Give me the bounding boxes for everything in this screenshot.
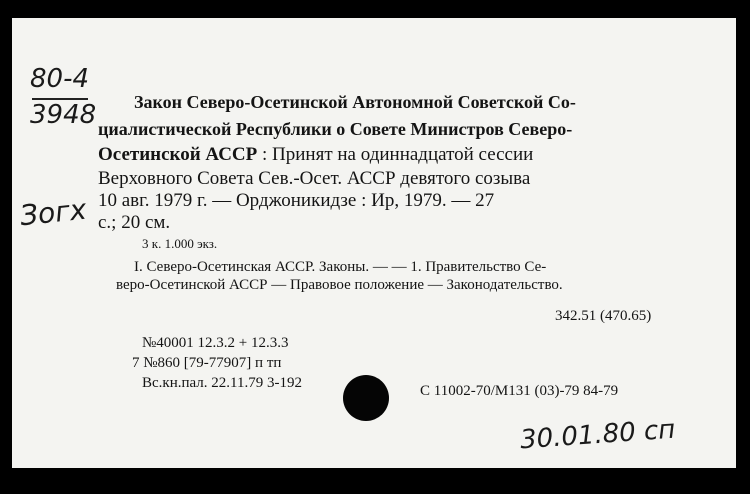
classification-number: 342.51 (470.65) [555,308,652,324]
entry-line-6: с.; 20 см. [98,212,171,233]
handwritten-margin-note: Зогх [18,192,88,233]
price-run: 3 к. 1.000 экз. [142,236,218,251]
code-right: С 11002-70/М131 (03)-79 84-79 [420,383,619,399]
code-line-3: Вс.кн.пал. 22.11.79 3-192 [142,375,302,391]
entry-line-4: Верховного Совета Сев.-Осет. АССР девятого созыва [98,168,531,189]
entry-title-line-2: циалистической Республики о Совете Министров Северо- [98,119,573,139]
tracings-line-2: веро-Осетинской АССР — Правовое положение — Законодательство. [116,277,563,293]
handwritten-call-number-top: 80-4 [30,64,90,94]
catalog-card [12,18,736,468]
entry-title-line-1: Закон Северо-Осетинской Автономной Советской Со- [134,92,576,112]
handwritten-call-number-bottom: 3948 [30,100,97,130]
code-line-1: №40001 12.3.2 + 12.3.3 [142,335,289,351]
entry-line-3 [98,144,533,165]
tracings-line-1: I. Северо-Осетинская АССР. Законы. — — 1. Правительство Се- [134,259,547,275]
handwritten-date: 30.01.80 сп [519,414,677,456]
punch-hole [343,375,389,421]
entry-title-end: Осетинской АССР [98,144,258,165]
entry-statement: : Принят на одиннадцатой сессии [257,144,534,165]
entry-line-5: 10 авг. 1979 г. — Орджоникидзе : Ир, 1979. — 27 [98,190,495,211]
code-line-2: 7 №860 [79-77907] п тп [132,355,282,371]
